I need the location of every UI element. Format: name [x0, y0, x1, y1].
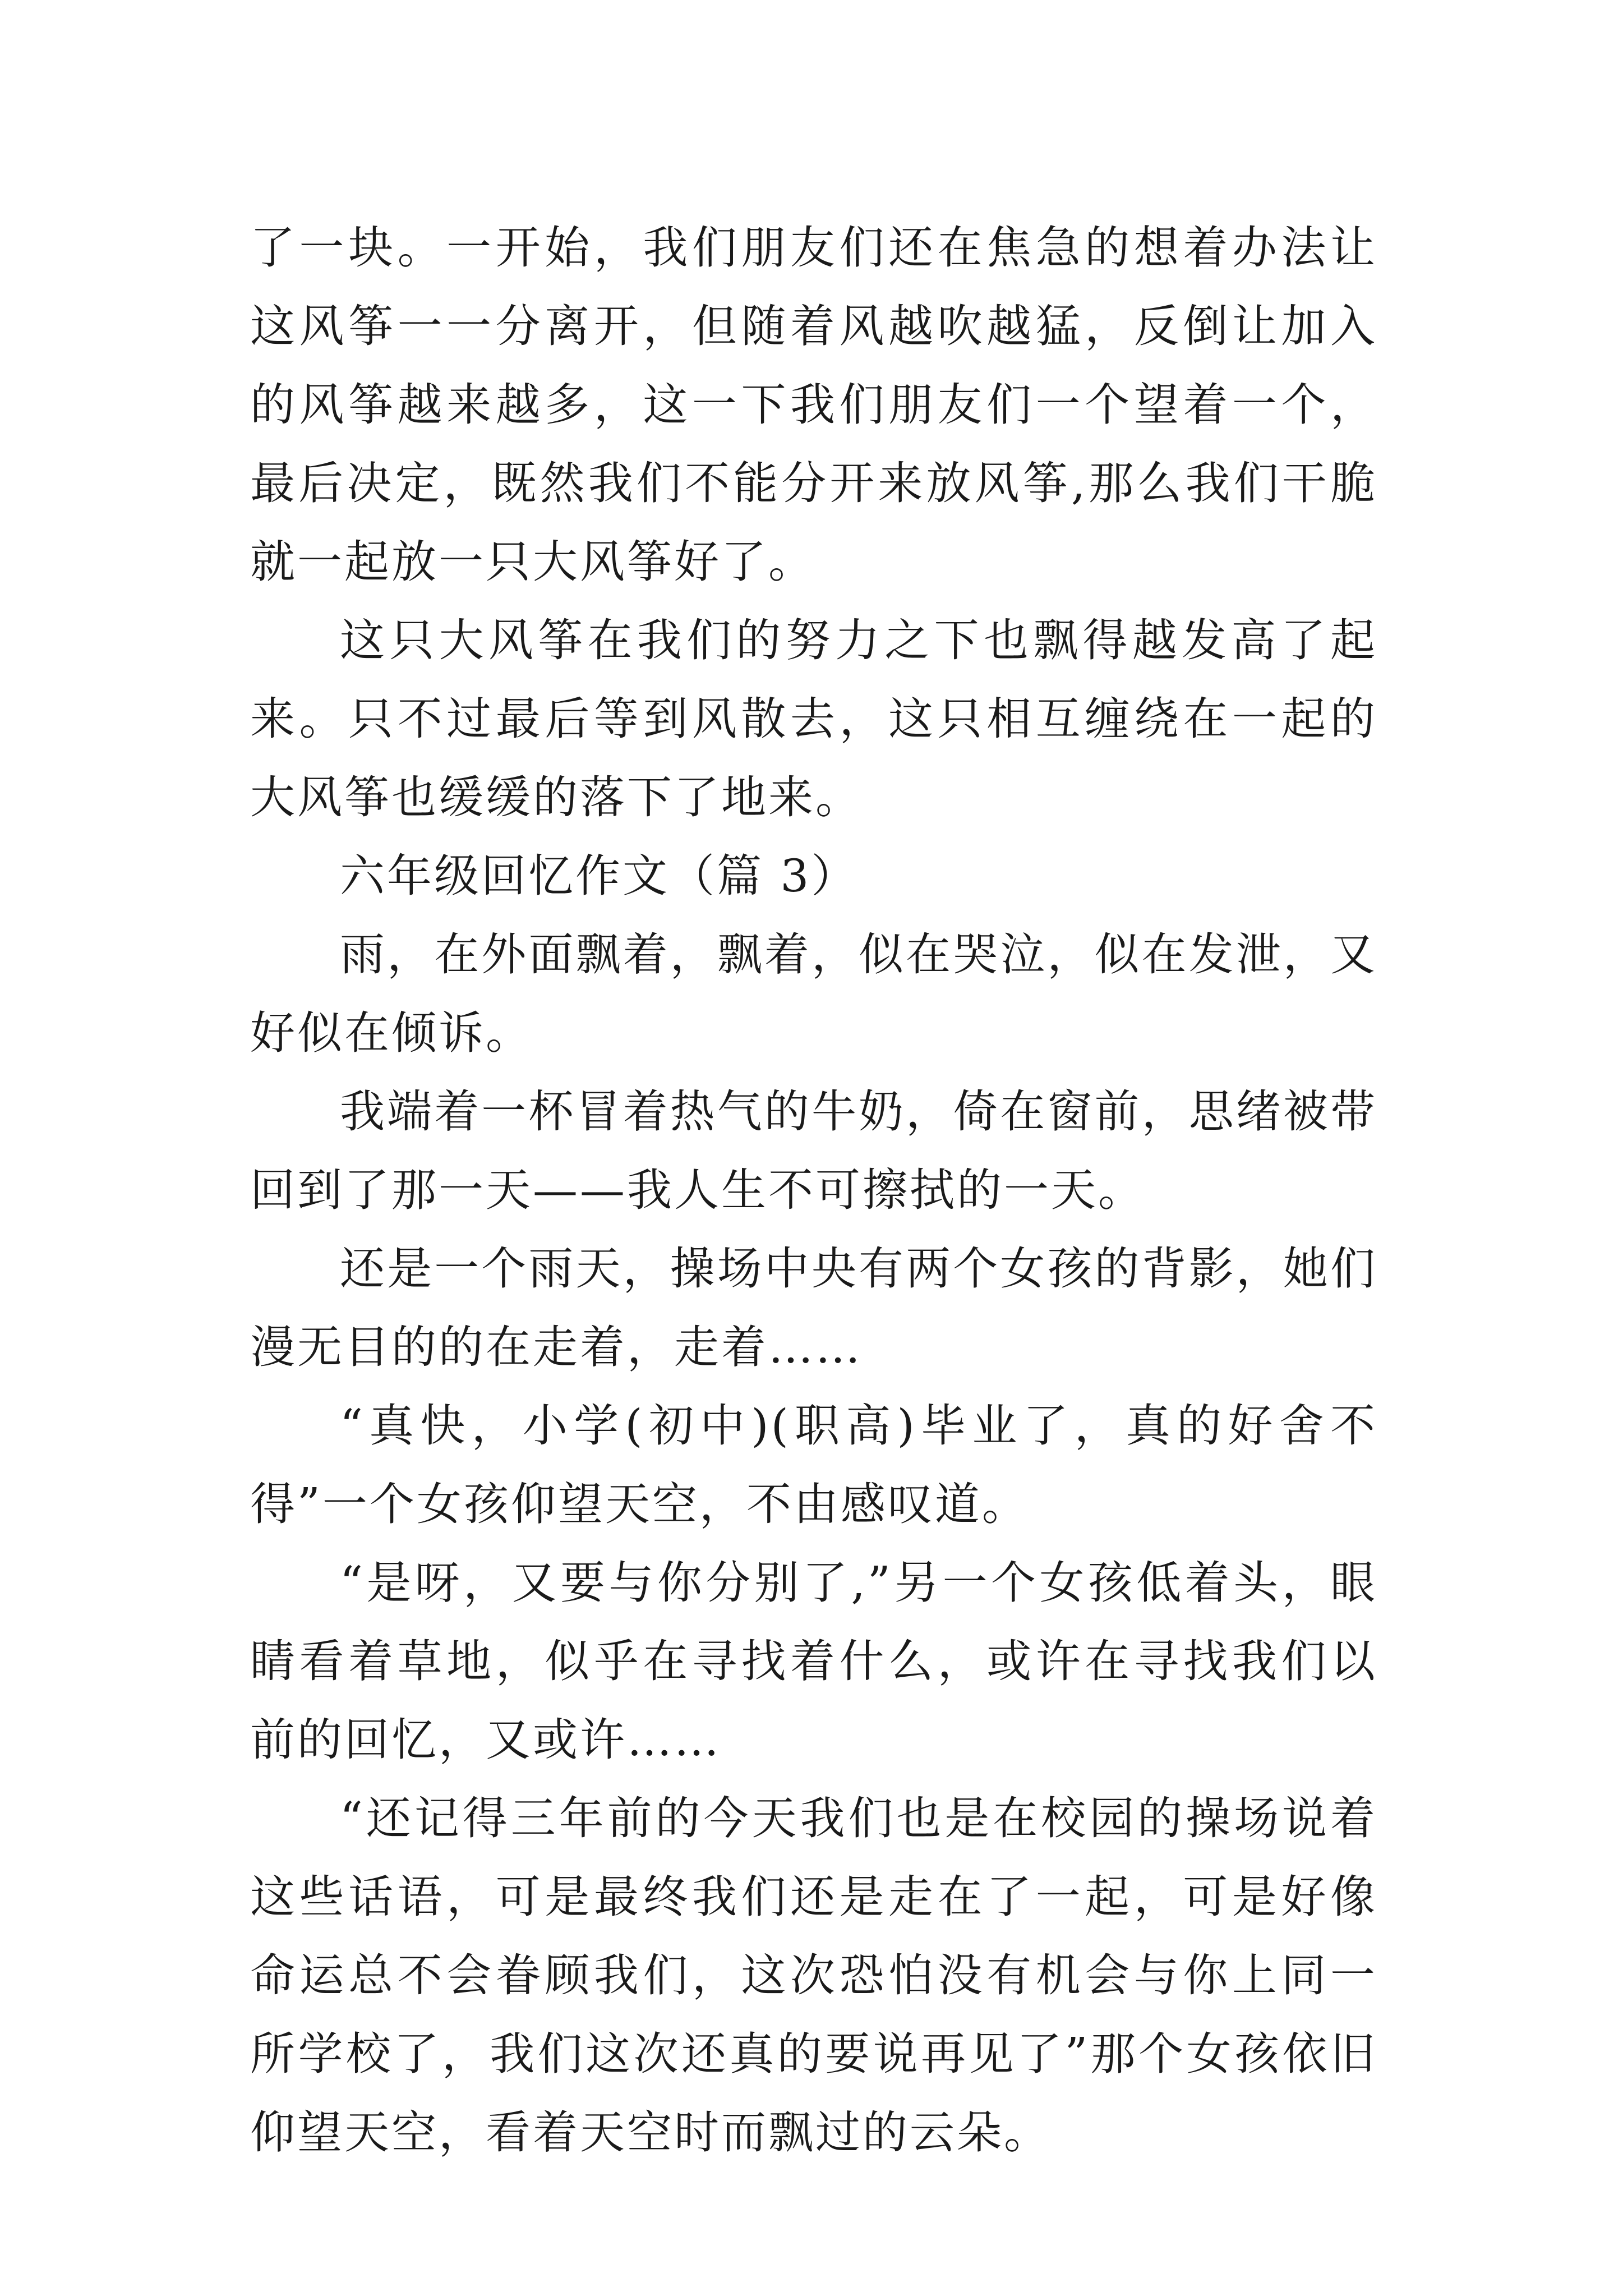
- paragraph: 雨，在外面飘着，飘着，似在哭泣，似在发泄，又好似在倾诉。: [250, 928, 1377, 1059]
- paragraph: 我端着一杯冒着热气的牛奶，倚在窗前，思绪被带回到了那一天——我人生不可擦拭的一天。: [250, 1085, 1377, 1216]
- section-heading: 六年级回忆作文（篇 3）: [340, 850, 859, 902]
- paragraph: 还是一个雨天，操场中央有两个女孩的背影，她们漫无目的的在走着，走着……: [250, 1243, 1377, 1373]
- paragraph: “真快，小学(初中)(职高)毕业了，真的好舍不得”一个女孩仰望天空，不由感叹道。: [250, 1400, 1377, 1530]
- paragraph: “还记得三年前的今天我们也是在校园的操场说着这些话语，可是最终我们还是走在了一起，可是好像命运总不会眷顾我们，这次恐怕没有机会与你上同一所学校了，我们这次还真的要说再见了”那个女孩依旧仰望天空，看着天空时而飘过的云朵。: [250, 1792, 1377, 2159]
- document-body: [250, 209, 1377, 2172]
- paragraph: “是呀，又要与你分别了,”另一个女孩低着头，眼睛看着草地，似乎在寻找着什么，或许在寻找我们以前的回忆，又或许……: [250, 1557, 1377, 1766]
- paragraph: 了一块。一开始，我们朋友们还在焦急的想着办法让这风筝一一分离开，但随着风越吹越猛，反倒让加入的风筝越来越多，这一下我们朋友们一个望着一个，最后决定，既然我们不能分开来放风筝,那么我们干脆就一起放一只大风筝好了。: [250, 222, 1377, 588]
- paragraph: 这只大风筝在我们的努力之下也飘得越发高了起来。只不过最后等到风散去，这只相互缠绕在一起的大风筝也缓缓的落下了地来。: [250, 614, 1377, 823]
